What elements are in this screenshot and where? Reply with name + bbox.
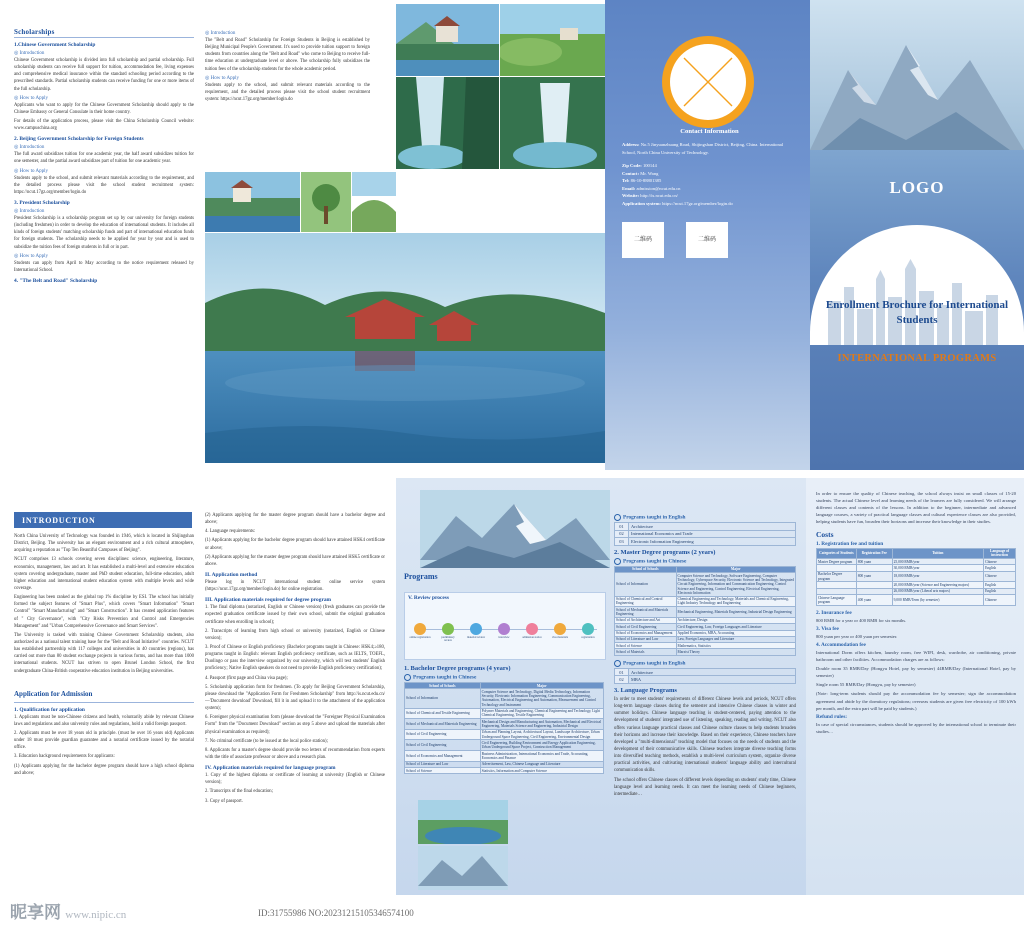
materials-item-5: 5. Scholarship application form for freshmen. (To apply for Beijing Government Scholarship, please download the "Application Form for Freshmen Scholarship" from http://is.ncut.edu.cn/—'Document download' Download, fill it in and upload it to the attachment of the application system); — [205, 684, 385, 712]
tuition-th-fee: Registration Fee — [856, 548, 892, 559]
tuition-th-tuition: Tuition — [892, 548, 984, 559]
table-row: 01 Architecture — [615, 668, 796, 676]
circle-bullet-icon — [614, 514, 621, 521]
scholarship-2-heading: 2. Beijing Government Scholarship for Foreign Students — [14, 136, 144, 143]
contact-tel — [622, 177, 797, 185]
visa-text: 800 yuan per year or 400 yuan per semester. — [816, 633, 898, 639]
photo-hills — [352, 172, 396, 232]
contact-email-value[interactable]: admission@ncut.edu.cn — [636, 185, 681, 191]
review-step-3-label: material review — [466, 635, 486, 639]
bachelor-block — [404, 662, 604, 774]
scholarship-4-heading: 4. "The Belt and Road" Scholarship — [14, 277, 98, 284]
scholarship-1-how: Applicants who want to apply for the Chinese Government Scholarship should apply to the Chinese Embassy or General Consulate in their home country. — [14, 102, 194, 115]
lang-materials-3: 3. Copy of passport. — [205, 798, 243, 804]
application-column — [205, 512, 385, 912]
bachelor-english-table — [614, 522, 796, 546]
contact-system-value[interactable]: https://ncut.17gz.org/member/login.do — [662, 201, 733, 207]
contact-address — [622, 141, 797, 156]
table-row: School of Civil Engineering Civil Engineering, Law, Foreign Languages and Literature — [615, 624, 796, 630]
review-step-4 — [493, 623, 515, 639]
accommodation-single: Single room 55 RMB/Day (Hongyu, pay by semester) — [816, 682, 916, 688]
table-row: School of Literature and Law Advertisement, Law, Chinese Language and Literature — [405, 761, 604, 767]
table-row: School of Science Statistics, Information and Computer Science — [405, 768, 604, 774]
contact-website-label: Website: — [622, 193, 640, 199]
photo-lake-small-1 — [418, 800, 508, 844]
table-row: 20,000 RMB/year (Science and Engineering majors) English — [817, 582, 1016, 588]
language-programs-title: 3. Language Programs — [614, 686, 677, 694]
table-row: School of Literature and Law Law, Foreign Languages and Literature — [615, 636, 796, 642]
scholarships-title: Scholarships — [14, 28, 194, 38]
scholarship-1-how2: For details of the application process, please visit the China Scholarship Council website: www.campuschina.org — [14, 118, 194, 132]
qualification-title: 1. Qualification for application — [14, 706, 85, 713]
footer — [0, 895, 1024, 935]
scholarship-3-intro: President Scholarship is a scholarship program set up by our university for foreign students (including freshmen) in order to develop the education of international students. It includes all kinds of foreign students' matching scholarship funds and part of international education funds for foreign students. The scholarship needs to be applied for year by year and is used to subsidize the tuition fees of foreign students in full or in part. — [14, 215, 194, 250]
intro-p1: North China University of Technology was founded in 1946, which is located in Shijingshan District, Beijing. The university has an elegant environment and a rich cultural atmosphere, acquiring a reputation as "Top Ten Beautiful Campuses of Beijing". — [14, 534, 194, 554]
accommodation-note: (Note: long-term students should pay the accommodation fee by semester; sign the accommodation agreement and abide by the dormitory regulations; overseas students are given free electricity of 100 kWh per month, and the extra part will be paid by students.) — [816, 691, 1016, 711]
photo-tree — [301, 172, 351, 232]
photo-green-field — [500, 4, 605, 76]
scholarship-2-how-label: ◎ How to Apply — [14, 168, 48, 174]
materials-item-3: 3. Proof of Chinese or English proficiency (Bachelor programs taught in Chinese: HSK4;≥180, programs taught in English: relevant English proficiency certificate, such as IELTS, TOEFL, Duolingo or pass the interview organized by our university, which will test students' English proficiency; Native English speakers do not need to provide English proficiency certification); — [205, 644, 385, 672]
intro-p3: Engineering has been ranked as the global top 1% discipline by ESI. The school has initially formed the subject features of "Smart Plus", which covers "Smart Information" "Smart Control" "Smart Manufacturing" and "Smart Construction". It has created application features of " City Governance", with "City Risks Prevention and Control and Emergencies Management" and "Urban Comprehensive Governance and Smart Services". — [14, 595, 194, 629]
intro-p2: NCUT comprises 13 schools covering seven disciplines: science, engineering, literature, economics, management, law and art. It has established a multi-level and extensive education system covering undergraduate, master and PhD student education, full-time education, adult higher education and international student education system with multiple levels and wide coverage. — [14, 557, 194, 591]
photo-waterfall-right — [500, 77, 605, 169]
bachelor-chinese-label: Programs taught in Chinese — [404, 674, 604, 681]
scholarship-1-intro: Chinese Government scholarship is divided into full scholarship and partial scholarship. Full scholarship students can receive full support for tuition, accommodation fee, living expenses and comprehensive medical insurance within the standard schooling period according to the prescribed standards. Partial scholarship students can receive funding for one or more items of the full scholarship. — [14, 58, 194, 92]
review-step-2 — [437, 623, 459, 643]
master-chinese-table — [614, 566, 796, 656]
quality-text: In order to ensure the quality of Chinese teaching, the school always insist on small classes of 15-20 students. The actual Chinese level and learning needs of the learners are fully considered. We will arrange different classes and contents of the lessons. In addition to the beginner, intermediate and advanced language courses, a variety of practical language classes and cultural experience classes are also provided, helping students have fun, broaden their horizons and increase their knowledge in their studies. — [816, 491, 1016, 525]
insurance-title: 2. Insurance fee — [816, 609, 852, 616]
table-row: School of Architecture and Art Architecture, Design — [615, 617, 796, 623]
table-row: School of Chemical and Control Engineering Chemical Engineering and Technology, Materials and Chemical Engineering, Light Industry Technology and Engineering — [615, 596, 796, 607]
watermark-text: 昵享网 — [10, 903, 61, 922]
table-row: 30,000 RMB/year English — [817, 565, 1016, 571]
qualification-item-1: 1. Applicants must be non-Chinese citizens and health, voluntarily abide by relevant Chinese laws and regulations and also university rules and regulations, hold a valid foreign passport. — [14, 714, 194, 727]
contact-person — [622, 170, 797, 178]
table-row: School of Materials Marxist Theory — [615, 649, 796, 655]
materials-item-4: 4. Passport (first page and China visa page); — [205, 675, 288, 681]
table-row: 02 International Economics and Trade — [615, 530, 796, 538]
watermark — [10, 898, 126, 923]
belt-intro: The "Belt and Road" Scholarship for Foreign Students in Beijing is established by Beijing Municipal People's Government. It's used to provide tuition support to foreign students from countries along the "Belt and Road" who come to Beijing to receive full-time education at undergraduate level or above. The scholarship fully subsidizes the tuition fees of the scholarship students for the whole academic period. — [205, 38, 370, 72]
contact-address-value: No.5 Jinyuanzhuang Road, Shijingshan District, Beijing, China. International School, North China University of Technology. — [622, 142, 784, 155]
circle-bullet-icon — [404, 674, 411, 681]
table-header-row — [817, 548, 1016, 559]
belt-intro-label: ◎ Introduction — [205, 31, 236, 36]
scholarship-3-how-label: ◎ How to Apply — [14, 253, 48, 259]
language-req-2: (1) Applicants applying for the bachelor degree program should have attained HSK4 certificate or above; — [205, 538, 385, 551]
bachelor-th-school: School of Schools — [405, 683, 481, 689]
contact-email — [622, 185, 797, 193]
lang-materials-1: 1. Copy of the highest diploma or certificate of learning at university (English or Chinese version); — [205, 773, 385, 786]
qr-code-right[interactable]: 二维码 — [686, 222, 728, 258]
logo: LOGO — [889, 178, 945, 197]
review-step-5 — [521, 623, 543, 639]
table-row: Master Degree program 800 yuan 25,000 RMB/year Chinese — [817, 559, 1016, 565]
materials-title: III. Application materials required for degree program — [205, 597, 332, 604]
tuition-table — [816, 548, 1016, 606]
bachelor-english-label: Programs taught in English — [614, 514, 796, 521]
cover-mountain-photo — [810, 0, 1024, 160]
table-row: 02 MBA — [615, 676, 796, 684]
refund-title: Refund rules: — [816, 713, 848, 720]
contact-person-label: Contact: — [622, 170, 640, 176]
emblem-circle — [662, 36, 754, 128]
image-id-text: ID:31755986 NO:20231215105346574100 — [258, 908, 414, 918]
circle-bullet-icon — [614, 558, 621, 565]
contact-system — [622, 200, 797, 208]
qualification-item-4: (1) Applicants applying for the bachelor degree program should have a high school diploma and above; — [14, 763, 194, 776]
cover-title: Enrollment Brochure for International Students — [825, 299, 1009, 326]
introduction-column — [14, 533, 194, 913]
photo-house-lake — [396, 4, 499, 76]
table-row: Bachelor Degree program 800 yuan 18,000 RMB/year Chinese — [817, 571, 1016, 582]
review-step-6-label: visa materials — [552, 635, 568, 639]
introduction-heading: INTRODUCTION — [14, 512, 192, 528]
contact-information — [622, 128, 797, 258]
tuition-title: 1. Registration fee and tuition — [816, 540, 884, 547]
bachelor-chinese-table — [404, 682, 604, 774]
scholarship-3-intro-label: ◎ Introduction — [14, 208, 45, 214]
costs-title: Costs — [816, 529, 834, 539]
contact-tel-value: 86-10-88801385 — [630, 178, 662, 184]
contact-system-label: Application system: — [622, 201, 661, 207]
review-process-title: V. Review process — [408, 595, 449, 601]
language-req-3: (2) Applicants applying for the master degree program should have attained HSK5 certificate or above. — [205, 554, 385, 567]
materials-item-2: 2. Transcripts of learning from high school or university (notarized, English or Chinese version); — [205, 628, 385, 641]
accommodation-double: Double room 35 RMB/Day (Hongyu Hotel, pay by semester) 44RMB/Day (International Hotel, pay by semester) — [816, 666, 1016, 679]
materials-item-7: 7. No criminal certificate (to be issued at the local police station); — [205, 738, 328, 744]
table-row: School of Economics and Management Applied Economics, MBA, Accounting — [615, 630, 796, 636]
belt-how-label: ◎ How to Apply — [205, 75, 239, 81]
master-th-school: School of Schools — [615, 566, 677, 572]
materials-item-1: 1. The final diploma (notarized, English or Chinese version) (fresh graduates can provide the expected graduation certificate issued by their own school, submit the original graduation certificate when enrolling in school); — [205, 605, 385, 625]
review-step-4-label: interview — [498, 635, 510, 639]
photo-waterfall-left — [396, 77, 499, 169]
table-row: School of Economics and Management Business Administration, International Economics and Trade, Accounting, Economics and Finance — [405, 751, 604, 762]
language-req-1: 4. Language requirements: — [205, 529, 256, 535]
scholarship-3-heading: 3. President Scholarship — [14, 199, 70, 206]
materials-item-8: 8. Applicants for a master's degree should provide two letters of recommendation from experts with the title of associate professor or above and a research plan. — [205, 747, 385, 760]
accommodation-title: 4. Accommodation fee — [816, 641, 866, 648]
contact-zip-label: Zip Code: — [622, 163, 642, 169]
table-row: School of Mechanical and Materials Engineering Mechanical Design and Manufacturing and Automation, Mechanical and Electrical Engineering, Materials Science and Engineering, Industrial Design — [405, 719, 604, 730]
contact-website — [622, 192, 797, 200]
table-row: School of Science Mathematics, Statistics — [615, 643, 796, 649]
scholarship-2-intro-label: ◎ Introduction — [14, 145, 45, 151]
contact-email-label: Email: — [622, 185, 636, 191]
review-process-box — [404, 592, 606, 660]
visa-title: 3. Visa fee — [816, 625, 839, 632]
belt-and-road-column — [205, 28, 370, 178]
table-row: 01 Architecture — [615, 523, 796, 531]
right-column — [816, 490, 1016, 737]
programs-section-title-wrap — [404, 566, 604, 584]
intro-p4: The University is tasked with training Chinese Government Scholarship students, also authorized as a national talent training base for the "Belt and Road Initiative" countries. NCUT has established partnership with 117 colleges and universities in 40 countries (regions), has carried out more than 80 student exchange projects in various forms, and has more than 1000 international students. NCUT has striven to open Brunel London School, the first undergraduate China-British cooperative education institution in Beijing universities. — [14, 632, 194, 674]
bachelor-th-major: Major — [480, 683, 603, 689]
table-row: 03 Electronic Information Engineering — [615, 538, 796, 546]
contact-tel-label: Tel: — [622, 178, 630, 184]
table-row: School of Civil Engineering Civil Engineering, Building Environment and Energy Application Engineering, Urban Underground Space Project, Construction Management — [405, 740, 604, 751]
review-step-5-label: admission notice — [522, 635, 542, 639]
scholarship-1-intro-label: ◎ Introduction — [14, 51, 45, 56]
table-row: School of Chemical and Textile Engineering Polymer Materials and Engineering, Chemical Engineering and Technology, Light Chemical Engineering, Textile Engineering — [405, 708, 604, 719]
application-method-text: Please log in NCUT international student online service system (https://ncut.17gz.org/member/login.do) for online registration. — [205, 579, 385, 593]
contact-website-value[interactable]: http://is.ncut.edu.cn/ — [640, 193, 678, 199]
contact-title: Contact Information — [680, 128, 739, 135]
table-row: School of Mechanical and Materials Engineering Mechanical Engineering, Materials Engineering, Industrial Design Engineering — [615, 607, 796, 618]
master-th-major: Major — [676, 566, 795, 572]
review-step-7 — [577, 623, 599, 639]
language-programs-text2: The school offers Chinese classes of different levels depending on students' study time, Chinese language level and learning needs. It can meet the learning needs of Chinese beginners, intermediate… — [614, 777, 796, 797]
refund-text: In case of special circumstances, students should be approved by the international school to terminate their studies… — [816, 721, 1016, 734]
master-chinese-label: Programs taught in Chinese — [614, 558, 796, 565]
table-row: 26,000 RMB/year (Liberal arts majors) English — [817, 588, 1016, 594]
qualification-item-2: 2. Applicants must be over 18 years old in principle. (must be over 16 years old) Applicants under 18 must provide guardian guarantee and a notarial certificate issued by the notarial office. — [14, 730, 194, 751]
accommodation-text: International Dorm offers kitchen, laundry room, free WIFI, desk, wardrobe, air conditioning, private bathroom and other facilities. Accommodation charges are as follows: — [816, 649, 1016, 662]
table-row: Chinese Language program 400 yuan 9,000 RMB/Term (by semester) Chinese — [817, 595, 1016, 606]
table-row: School of Information Computer Science and Technology, Software Engineering, Computer Technology, Cyberspace Security, Electronic Science and Technology, Integrated Circuit Engineering, Information and Communication Engineering, Control Science and Engineering, Control Engineering, Electrical Engineering, Electronic Information — [616, 573, 795, 595]
master-english-label: Programs taught in English — [614, 660, 796, 667]
belt-how: Students apply to the school, and submit relevant materials according to the requirement, and the detailed process please visit the school student recruitment system: https://ncut.17gz.org/member/login.do — [205, 82, 370, 102]
application-method-title: II. Application method — [205, 571, 258, 578]
scholarship-2-how: Students apply to the school, and submit relevant materials according to the requirement, and the detailed process please visit the school student recruitment system: https://ncut.17gz.org/member/login.do — [14, 175, 194, 195]
tuition-th-category: Categories of Students — [817, 548, 857, 559]
table-row: School of Information Computer Science and Technology, Digital Media Technology, Information Security, Electronic Information Engineering, Communication Engineering, Automation, Electrical Engineering and Automation, Measurement and Control Technology and Instrument — [405, 689, 604, 708]
photo-mountain-small-2 — [418, 846, 508, 890]
contact-person-value: Mr. Wang — [640, 170, 659, 176]
bachelor-title: 1. Bachelor Degree programs (4 years) — [404, 665, 511, 672]
lang-materials-2: 2. Transcripts of the final education; — [205, 789, 273, 795]
materials-item-6: 6. Foreigner physical examination form (please download the "Foreigner Physical Examination Form" from the "Document Download" section as step 5 above and upload the materials after physical examination as required); — [205, 715, 385, 735]
review-step-1 — [409, 623, 431, 639]
circle-bullet-icon — [614, 660, 621, 667]
bachelor-english-block — [614, 512, 796, 800]
lang-materials-title: IV. Application materials required for language program — [205, 765, 336, 772]
cover-subtitle: INTERNATIONAL PROGRAMS — [837, 353, 997, 364]
contact-zip-value: 100144 — [642, 163, 657, 169]
scholarship-2-intro: The full award subsidizes tuition for one academic year, the half award subsidizes tuition for one semester, and the partial award subsidizes part of tuition for one academic year. — [14, 152, 194, 165]
programs-section-title: Programs — [404, 572, 438, 581]
scholarship-3-how: Students can apply from April to May according to the notice requirement released by International School. — [14, 260, 194, 273]
scholarship-1-heading: 1.Chinese Government Scholarship — [14, 42, 96, 48]
qualification-item-5: (2) Applicants applying for the master degree program should have a bachelor degree and above; — [205, 513, 385, 526]
programs-mountain-photo — [420, 490, 610, 568]
watermark-url: www.nipic.cn — [65, 909, 127, 921]
master-english-table — [614, 668, 796, 684]
scholarships-column — [14, 28, 194, 448]
qualification-item-3: 3. Education background requirements for applicants: — [14, 754, 115, 760]
qr-code-left[interactable]: 二维码 — [622, 222, 664, 258]
application-section-title: Application for Admission — [14, 689, 93, 698]
master-title: 2. Master Degree programs (2 years) — [614, 548, 716, 556]
review-step-7-label: registration — [581, 635, 595, 639]
table-row: School of Civil Engineering Urban and Planning Layout, Architectural Layout, Landscape Architecture, Urban Underground Space Engineering, Civil Engineering, Environmental Design — [405, 729, 604, 740]
contact-zip — [622, 162, 797, 170]
review-step-2-label: preliminary review — [441, 635, 455, 643]
contact-address-label: Address: — [622, 142, 640, 147]
photo-temple-lake — [205, 233, 605, 463]
review-step-6 — [549, 623, 571, 639]
review-step-3 — [465, 623, 487, 639]
review-step-1-label: online registration — [409, 635, 431, 639]
photo-village — [205, 172, 300, 232]
tuition-th-language: Language of instruction — [984, 548, 1016, 559]
language-programs-text: In order to meet students' requirements of different Chinese levels and periods, NCUT offers long-term language classes during the semester and intensive Chinese classes in winter and summer holidays. Chinese language teaching is student-centered, paying attention to the development of students' integrated use of listening, speaking, reading and writing. NCUT also offers various language practical classes and Chinese culture classes to help students broaden their horizons and increase their knowledge. Based on their experience, Chinese teachers have developed a "multi-dimensional" teaching model that focuses on the needs of students and the development of their communicative skills. Chinese teachers integrate diverse teaching forms into diversified teaching methods, establish a multi-level curriculum system, organize diverse practical activities, and cultivating international students' language ability and intercultural communication skills. — [614, 696, 796, 774]
insurance-text: 800 RMB for a year or 400 RMB for six months. — [816, 617, 907, 623]
scholarship-1-how-label: ◎ How to Apply — [14, 95, 48, 101]
